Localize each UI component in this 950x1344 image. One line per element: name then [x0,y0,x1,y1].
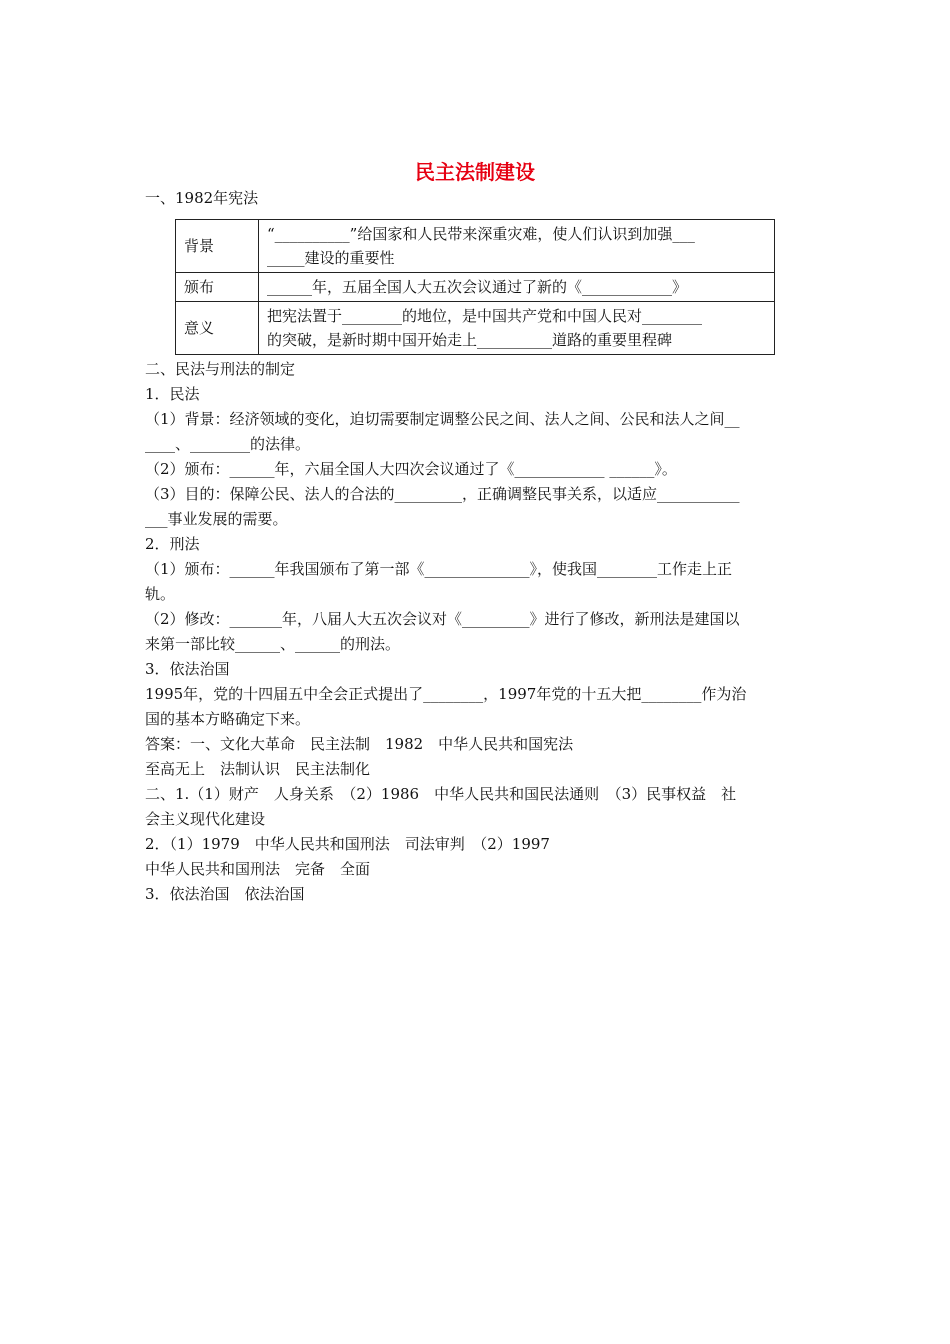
paragraph-line: 来第一部比较______、______的刑法。 [145,635,401,653]
fill-blank-text: _____建设的重要性 [267,249,395,267]
answer-line: 2．（1）1979 中华人民共和国刑法 司法审判 （2）1997 [145,835,550,853]
row-content [259,220,775,273]
row-content [259,273,775,302]
answer-line: 答案：一、文化大革命 民主法制 1982 中华人民共和国宪法 [145,735,574,753]
document-body [145,186,810,907]
paragraph-line: ____、________的法律。 [145,435,311,453]
row-label: 背景 [176,220,259,273]
answer-line: 二、1.（1）财产 人身关系 （2）1986 中华人民共和国民法通则 （3）民事权益 社 [145,785,737,803]
fill-blank-text: ______年，五届全国人大五次会议通过了新的《____________》 [267,278,688,296]
paragraph-line: （3）目的：保障公民、法人的合法的_________，正确调整民事关系，以适应___________ [145,485,740,503]
answer-line: 3．依法治国 依法治国 [145,885,305,903]
fill-blank-text: 把宪法置于________的地位，是中国共产党和中国人民对________ [267,307,703,325]
paragraph-line: 轨。 [145,585,176,603]
answer-line: 会主义现代化建设 [145,810,266,828]
civil-law-heading: 1．民法 [145,385,200,403]
page-title: 民主法制建设 [415,160,535,184]
answer-line: 中华人民共和国刑法 完备 全面 [145,860,371,878]
paragraph-line: ___事业发展的需要。 [145,510,288,528]
paragraph-line: 1995年，党的十四届五中全会正式提出了________，1997年党的十五大把________作为治 [145,685,747,703]
paragraph-line: （1）颁布：______年我国颁布了第一部《______________》，使我国________工作走上正 [145,560,733,578]
row-label: 意义 [176,302,259,355]
constitution-table [175,219,775,355]
section2-heading: 二、民法与刑法的制定 [145,360,296,378]
table-row [176,273,775,302]
answer-line: 至高无上 法制认识 民主法制化 [145,760,371,778]
rule-of-law-heading: 3．依法治国 [145,660,230,678]
fill-blank-text: 的突破，是新时期中国开始走上__________道路的重要里程碑 [267,331,673,349]
section1-heading: 一、1982年宪法 [145,189,259,207]
paragraph-line: （2）颁布：______年，六届全国人大四次会议通过了《____________ ______》。 [145,460,677,478]
paragraph-line: （2）修改：_______年，八届人大五次会议对《_________》进行了修改，新刑法是建国以 [145,610,740,628]
table-row [176,302,775,355]
row-content [259,302,775,355]
criminal-law-heading: 2．刑法 [145,535,200,553]
table-row [176,220,775,273]
row-label: 颁布 [176,273,259,302]
fill-blank-text: “__________”给国家和人民带来深重灾难，使人们认识到加强___ [267,225,695,243]
paragraph-line: （1）背景：经济领域的变化，迫切需要制定调整公民之间、法人之间、公民和法人之间__ [145,410,740,428]
paragraph-line: 国的基本方略确定下来。 [145,710,311,728]
